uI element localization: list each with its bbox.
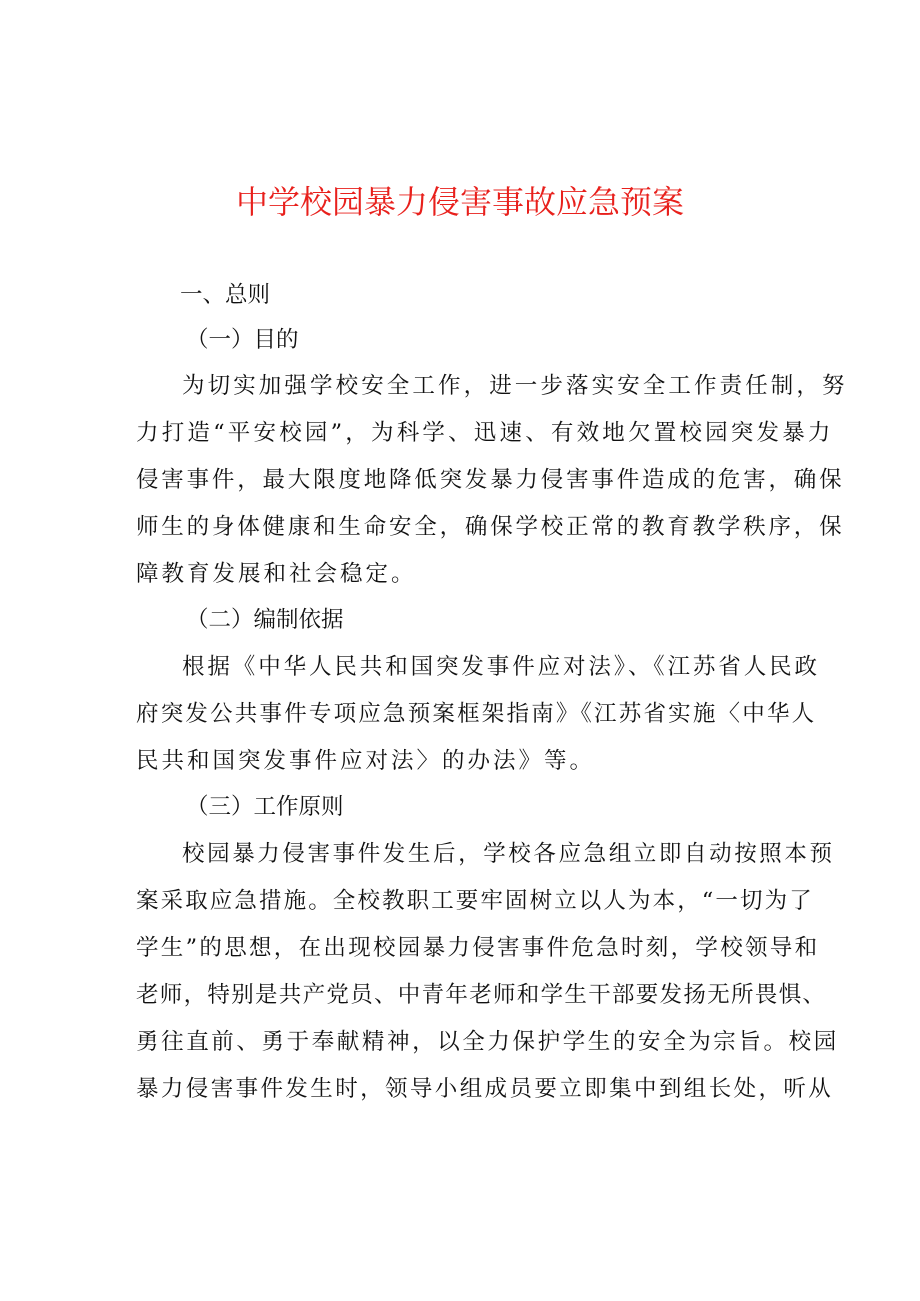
subsection-heading-principles: （三）工作原则 — [186, 794, 344, 820]
subsection-heading-basis: （二）编制依据 — [186, 607, 344, 633]
paragraph-line: 学生”的思想，在出现校园暴力侵害事件危急时刻，学校领导和 — [136, 935, 820, 961]
paragraph-line: 侵害事件，最大限度地降低突发暴力侵害事件造成的危害，确保 — [136, 467, 845, 493]
paragraph-line: 为切实加强学校安全工作，进一步落实安全工作责任制，努 — [182, 373, 848, 399]
paragraph-line: 案采取应急措施。全校教职工要牢固树立以人为本，“一切为了 — [136, 888, 814, 914]
document-title: 中学校园暴力侵害事故应急预案 — [235, 183, 684, 221]
paragraph-line: 力打造“平安校园”，为科学、迅速、有效地欠置校园突发暴力 — [136, 420, 834, 446]
paragraph-line: 暴力侵害事件发生时，领导小组成员要立即集中到组长处，听从 — [136, 1076, 834, 1102]
paragraph-line: 障教育发展和社会稳定。 — [136, 561, 417, 587]
paragraph-line: 师生的身体健康和生命安全，确保学校正常的教育教学秩序，保 — [136, 514, 845, 540]
paragraph-line: 府突发公共事件专项应急预案框架指南》《江苏省实施〈中华人 — [136, 701, 817, 727]
subsection-heading-purpose: （一）目的 — [186, 327, 299, 353]
paragraph-line: 民共和国突发事件应对法〉的办法》等。 — [136, 748, 596, 774]
paragraph-line: 校园暴力侵害事件发生后，学校各应急组立即自动按照本预 — [182, 841, 835, 867]
section-heading-general: 一、总则 — [180, 282, 271, 308]
paragraph-line: 根据《中华人民共和国突发事件应对法》、《江苏省人民政 — [182, 654, 820, 680]
paragraph-line: 勇往直前、勇于奉献精神，以全力保护学生的安全为宗旨。校园 — [136, 1029, 839, 1055]
paragraph-line: 老师，特别是共产党员、中青年老师和学生干部要发扬无所畏惧、 — [136, 982, 827, 1008]
